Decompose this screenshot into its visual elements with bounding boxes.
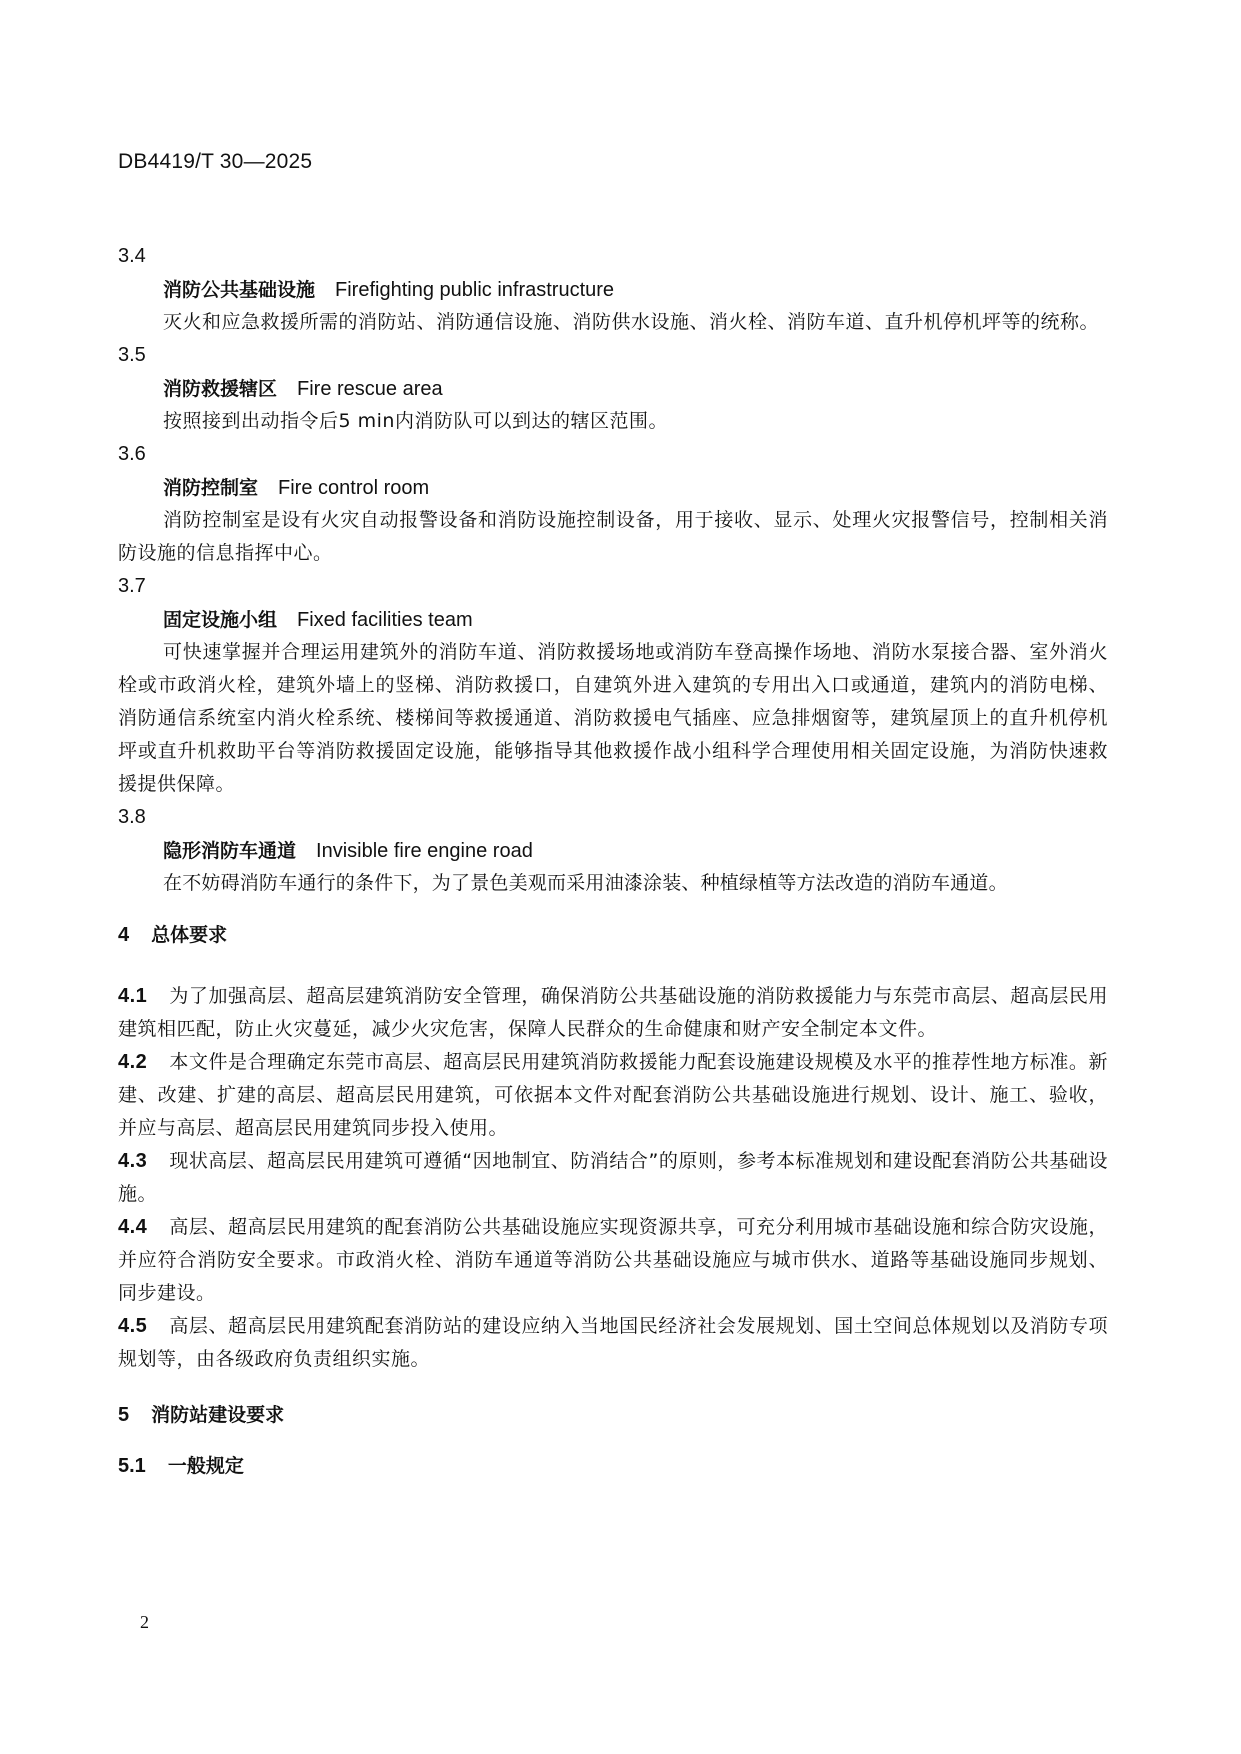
term-chinese-name: 隐形消防车通道 — [163, 840, 297, 862]
term-chinese-name: 固定设施小组 — [163, 609, 278, 631]
clause — [118, 980, 1108, 1046]
subsection-heading — [118, 1450, 1108, 1483]
term-english-name: Firefighting public infrastructure — [335, 279, 615, 301]
document-body — [118, 240, 1108, 1483]
term-number: 3.8 — [118, 806, 146, 828]
clause — [118, 1211, 1108, 1310]
section-title: 总体要求 — [151, 924, 228, 946]
section-heading — [118, 919, 1108, 952]
term-title — [118, 471, 1108, 504]
clause-text: 现状高层、超高层民用建筑可遵循“因地制宜、防消结合”的原则，参考本标准规划和建设配套消防公共基础设施。 — [118, 1150, 1108, 1205]
clause-text: 为了加强高层、超高层建筑消防安全管理，确保消防公共基础设施的消防救援能力与东莞市高层、超高层民用建筑相匹配，防止火灾蔓延，减少火灾危害，保障人民群众的生命健康和财产安全制定本文件。 — [118, 985, 1108, 1040]
clause-text: 高层、超高层民用建筑配套消防站的建设应纳入当地国民经济社会发展规划、国土空间总体规划以及消防专项规划等，由各级政府负责组织实施。 — [118, 1315, 1108, 1370]
term-definition: 可快速掌握并合理运用建筑外的消防车道、消防救援场地或消防车登高操作场地、消防水泵接合器、室外消火栓或市政消火栓，建筑外墙上的竖梯、消防救援口，自建筑外进入建筑的专用出入口或通道，建筑内的消防电梯、消防通信系统室内消火栓系统、楼梯间等救援通道、消防救援电气插座、应急排烟窗等，建筑屋顶上的直升机停机坪或直升机救助平台等消防救援固定设施，能够指导其他救援作战小组科学合理使用相关固定设施，为消防快速救援提供保障。 — [118, 641, 1108, 795]
section-number: 5 — [118, 1404, 130, 1426]
section-number: 4 — [118, 924, 130, 946]
clause-number: 4.4 — [118, 1216, 148, 1238]
page-number: 2 — [140, 1612, 149, 1632]
term-title — [118, 372, 1108, 405]
term-title — [118, 603, 1108, 636]
document-code-header: DB4419/T 30—2025 — [118, 150, 313, 173]
subsection-number: 5.1 — [118, 1455, 146, 1477]
term-english-name: Fire control room — [278, 477, 430, 499]
clause — [118, 1145, 1108, 1211]
clause-number: 4.3 — [118, 1150, 148, 1172]
term-chinese-name: 消防控制室 — [163, 477, 259, 499]
term-title — [118, 834, 1108, 867]
term-english-name: Fire rescue area — [297, 378, 443, 400]
term-chinese-name: 消防救援辖区 — [163, 378, 278, 400]
section-heading — [118, 1399, 1108, 1432]
term-number: 3.6 — [118, 443, 146, 465]
term-definition: 在不妨碍消防车通行的条件下，为了景色美观而采用油漆涂装、种植绿植等方法改造的消防车通道。 — [163, 872, 1008, 894]
clause — [118, 1046, 1108, 1145]
clause-text: 高层、超高层民用建筑的配套消防公共基础设施应实现资源共享，可充分利用城市基础设施和综合防灾设施，并应符合消防安全要求。市政消火栓、消防车通道等消防公共基础设施应与城市供水、道路等基础设施同步规划、同步建设。 — [118, 1216, 1108, 1304]
term-definition: 灭火和应急救援所需的消防站、消防通信设施、消防供水设施、消火栓、消防车道、直升机停机坪等的统称。 — [163, 311, 1100, 333]
term-definition: 按照接到出动指令后5 min内消防队可以到达的辖区范围。 — [163, 410, 668, 432]
clause-number: 4.2 — [118, 1051, 148, 1073]
clause — [118, 1310, 1108, 1376]
clause-number: 4.5 — [118, 1315, 148, 1337]
term-number: 3.5 — [118, 344, 146, 366]
section-title: 消防站建设要求 — [151, 1404, 285, 1426]
term-number: 3.4 — [118, 245, 146, 267]
term-title — [118, 273, 1108, 306]
term-english-name: Invisible fire engine road — [316, 840, 533, 862]
term-english-name: Fixed facilities team — [297, 609, 473, 631]
term-chinese-name: 消防公共基础设施 — [163, 279, 316, 301]
subsection-title: 一般规定 — [167, 1455, 244, 1477]
clause-text: 本文件是合理确定东莞市高层、超高层民用建筑消防救援能力配套设施建设规模及水平的推荐性地方标准。新建、改建、扩建的高层、超高层民用建筑，可依据本文件对配套消防公共基础设施进行规划、设计、施工、验收，并应与高层、超高层民用建筑同步投入使用。 — [118, 1051, 1108, 1139]
clause-number: 4.1 — [118, 985, 148, 1007]
term-number: 3.7 — [118, 575, 146, 597]
term-definition: 消防控制室是设有火灾自动报警设备和消防设施控制设备，用于接收、显示、处理火灾报警信号，控制相关消防设施的信息指挥中心。 — [118, 509, 1108, 564]
